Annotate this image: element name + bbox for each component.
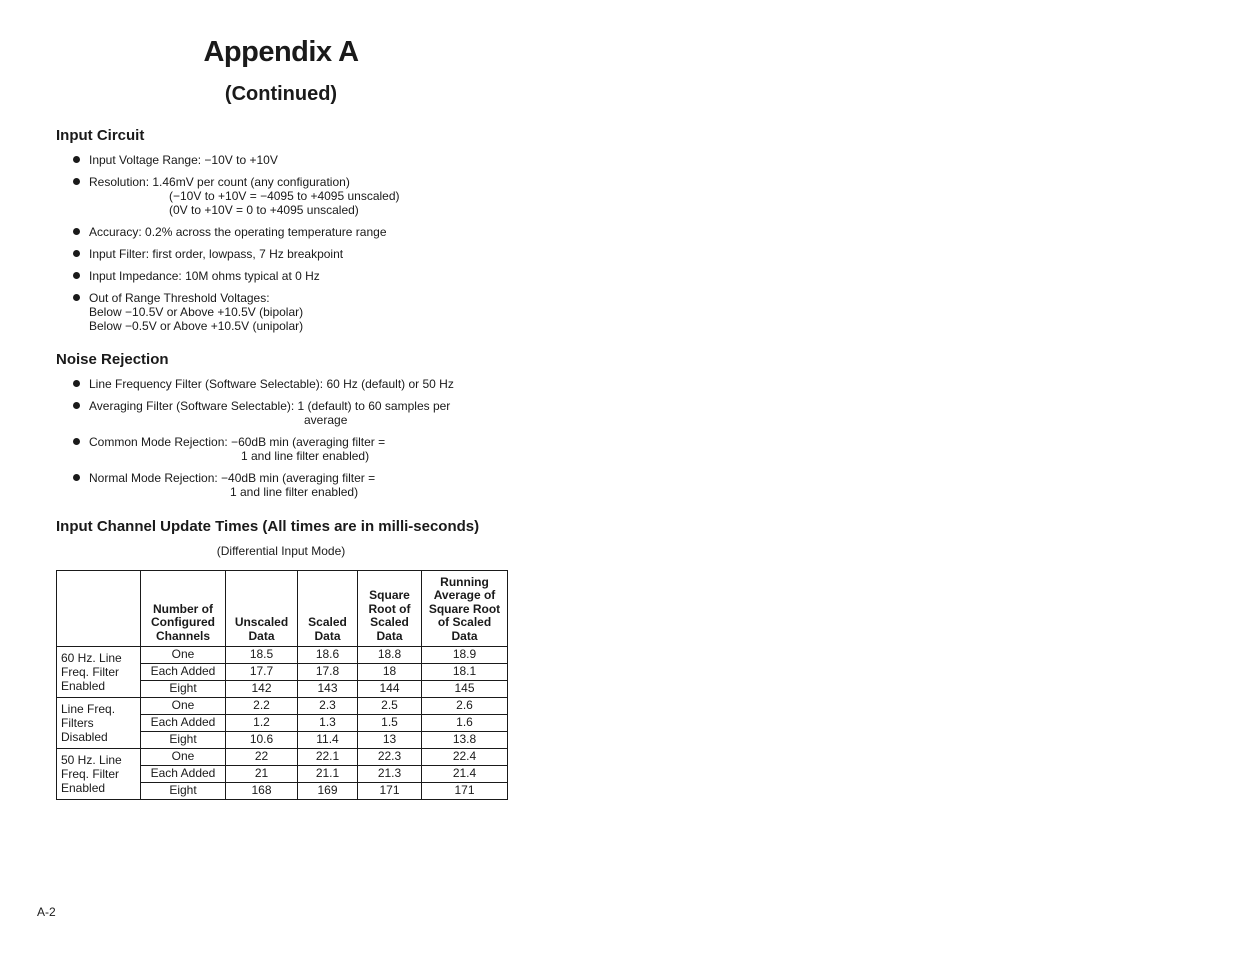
group-label: Line Freq. Filters Disabled <box>57 698 141 749</box>
bullet-icon <box>73 156 80 163</box>
update-times-table <box>56 570 508 800</box>
cell-sqrt: 1.5 <box>358 715 422 732</box>
cell-unscaled: 168 <box>226 783 298 800</box>
cell-channels: One <box>141 647 226 664</box>
line-frequency-filter-text: Line Frequency Filter (Software Selectable): 60 Hz (default) or 50 Hz <box>89 377 454 391</box>
averaging-filter-continued-text: average <box>304 413 348 427</box>
cell-sqrt: 144 <box>358 681 422 698</box>
cell-scaled: 18.6 <box>298 647 358 664</box>
bullet-icon <box>73 228 80 235</box>
cell-scaled: 143 <box>298 681 358 698</box>
cell-avg: 171 <box>422 783 508 800</box>
threshold-bipolar-text: Below −10.5V or Above +10.5V (bipolar) <box>89 305 304 319</box>
bullet-icon <box>73 438 80 445</box>
cell-unscaled: 18.5 <box>226 647 298 664</box>
cell-sqrt: 13 <box>358 732 422 749</box>
cell-avg: 21.4 <box>422 766 508 783</box>
cell-avg: 1.6 <box>422 715 508 732</box>
cell-channels: Each Added <box>141 766 226 783</box>
table-caption: (Differential Input Mode) <box>216 544 346 558</box>
cell-avg: 145 <box>422 681 508 698</box>
bullet-icon <box>73 294 80 301</box>
cell-sqrt: 2.5 <box>358 698 422 715</box>
cell-unscaled: 21 <box>226 766 298 783</box>
group-label: 60 Hz. Line Freq. Filter Enabled <box>57 647 141 698</box>
cell-sqrt: 18 <box>358 664 422 681</box>
header-sqrt-scaled: Square Root of Scaled Data <box>358 571 422 647</box>
page-title: Appendix A <box>203 36 359 68</box>
cell-avg: 2.6 <box>422 698 508 715</box>
cell-scaled: 169 <box>298 783 358 800</box>
cell-scaled: 2.3 <box>298 698 358 715</box>
resolution-text: Resolution: 1.46mV per count (any configuration) <box>89 175 350 189</box>
bullet-icon <box>73 402 80 409</box>
normal-mode-text: Normal Mode Rejection: −40dB min (averaging filter = <box>89 471 376 485</box>
common-mode-text: Common Mode Rejection: −60dB min (averaging filter = <box>89 435 386 449</box>
table-row <box>57 698 508 715</box>
cell-channels: Eight <box>141 681 226 698</box>
cell-sqrt: 21.3 <box>358 766 422 783</box>
averaging-filter-text: Averaging Filter (Software Selectable): 1 (default) to 60 samples per <box>89 399 451 413</box>
cell-unscaled: 17.7 <box>226 664 298 681</box>
table-header-row <box>57 571 508 647</box>
table-row <box>57 647 508 664</box>
noise-rejection-heading: Noise Rejection <box>56 351 169 368</box>
header-channels: Number of Configured Channels <box>141 571 226 647</box>
cell-scaled: 21.1 <box>298 766 358 783</box>
cell-unscaled: 142 <box>226 681 298 698</box>
bullet-icon <box>73 380 80 387</box>
page-number: A-2 <box>37 905 56 919</box>
cell-channels: Each Added <box>141 664 226 681</box>
cell-avg: 13.8 <box>422 732 508 749</box>
header-unscaled: Unscaled Data <box>226 571 298 647</box>
input-filter-text: Input Filter: first order, lowpass, 7 Hz breakpoint <box>89 247 344 261</box>
cell-channels: One <box>141 698 226 715</box>
cell-channels: Each Added <box>141 715 226 732</box>
input-circuit-heading: Input Circuit <box>56 127 145 144</box>
cell-unscaled: 22 <box>226 749 298 766</box>
cell-channels: Eight <box>141 783 226 800</box>
common-mode-continued-text: 1 and line filter enabled) <box>241 449 370 463</box>
accuracy-text: Accuracy: 0.2% across the operating temperature range <box>89 225 387 239</box>
cell-scaled: 17.8 <box>298 664 358 681</box>
threshold-unipolar-text: Below −0.5V or Above +10.5V (unipolar) <box>89 319 304 333</box>
resolution-bipolar-text: (−10V to +10V = −4095 to +4095 unscaled) <box>169 189 400 203</box>
cell-unscaled: 1.2 <box>226 715 298 732</box>
cell-scaled: 22.1 <box>298 749 358 766</box>
cell-sqrt: 22.3 <box>358 749 422 766</box>
header-scaled: Scaled Data <box>298 571 358 647</box>
bullet-icon <box>73 272 80 279</box>
table-row <box>57 749 508 766</box>
page-subtitle: (Continued) <box>224 83 338 105</box>
cell-channels: Eight <box>141 732 226 749</box>
cell-channels: One <box>141 749 226 766</box>
cell-avg: 18.1 <box>422 664 508 681</box>
bullet-icon <box>73 250 80 257</box>
cell-unscaled: 10.6 <box>226 732 298 749</box>
cell-sqrt: 171 <box>358 783 422 800</box>
cell-sqrt: 18.8 <box>358 647 422 664</box>
header-running-average: Running Average of Square Root of Scaled Data <box>422 571 508 647</box>
resolution-unipolar-text: (0V to +10V = 0 to +4095 unscaled) <box>169 203 359 217</box>
voltage-range-text: Input Voltage Range: −10V to +10V <box>89 153 278 167</box>
threshold-text: Out of Range Threshold Voltages: <box>89 291 270 305</box>
bullet-icon <box>73 178 80 185</box>
bullet-icon <box>73 474 80 481</box>
cell-avg: 22.4 <box>422 749 508 766</box>
cell-avg: 18.9 <box>422 647 508 664</box>
impedance-text: Input Impedance: 10M ohms typical at 0 Hz <box>89 269 320 283</box>
cell-unscaled: 2.2 <box>226 698 298 715</box>
group-label: 50 Hz. Line Freq. Filter Enabled <box>57 749 141 800</box>
header-blank <box>57 571 141 647</box>
cell-scaled: 1.3 <box>298 715 358 732</box>
update-times-heading: Input Channel Update Times (All times are in milli-seconds) <box>56 518 480 535</box>
normal-mode-continued-text: 1 and line filter enabled) <box>230 485 359 499</box>
cell-scaled: 11.4 <box>298 732 358 749</box>
